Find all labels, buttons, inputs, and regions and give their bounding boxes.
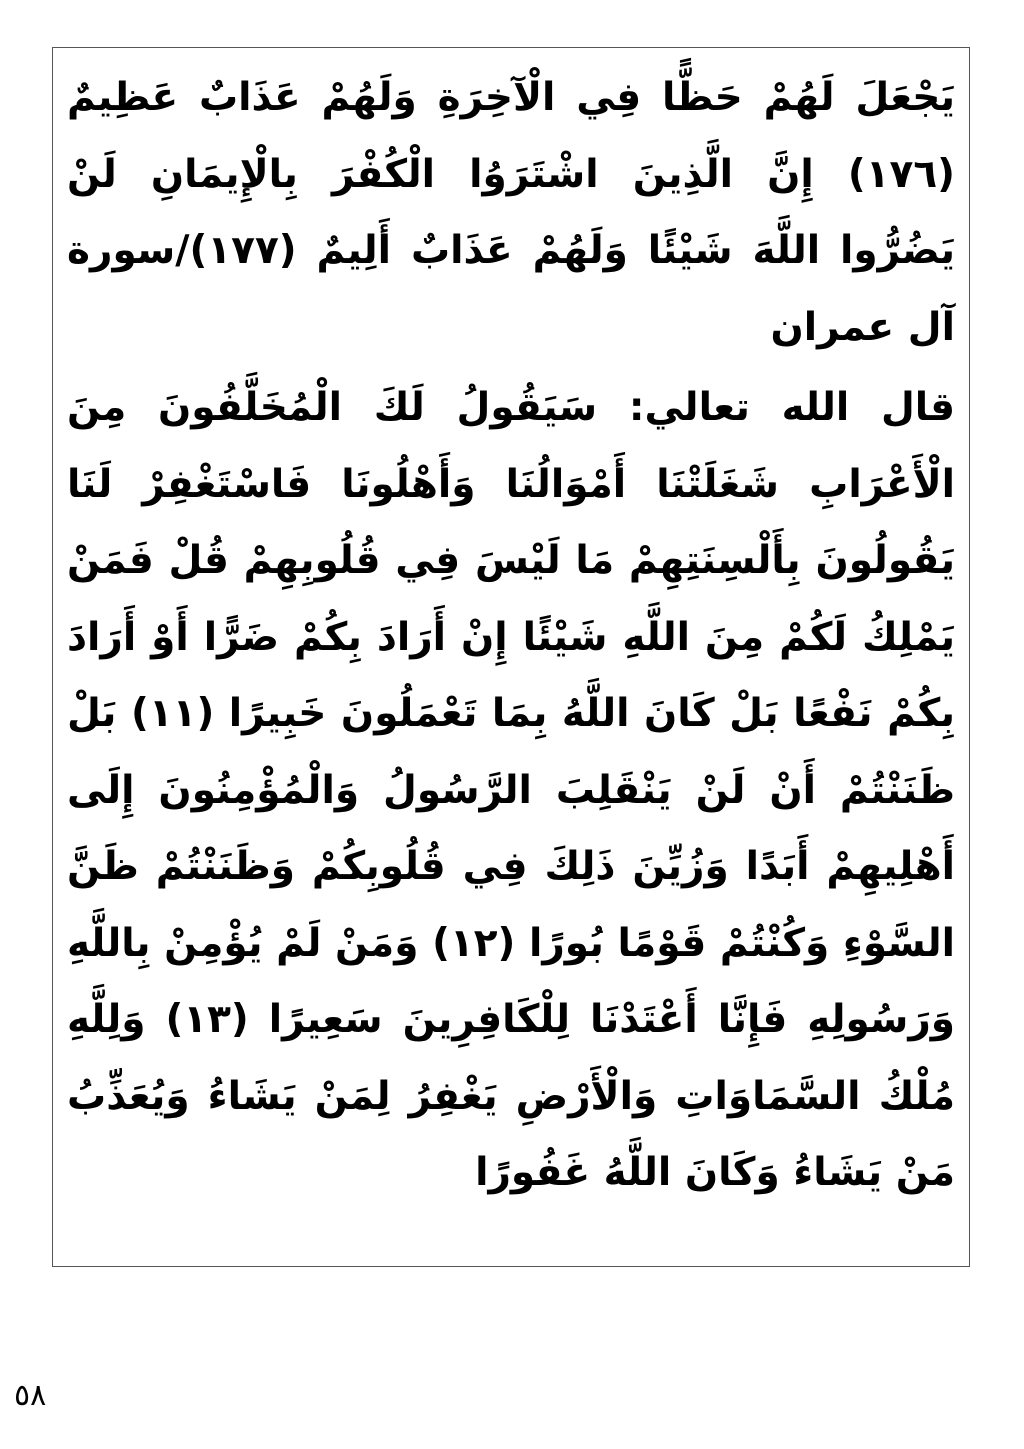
paragraph-surah-al-imran-ending: يَجْعَلَ لَهُمْ حَظًّا فِي الْآخِرَةِ وَلَهُمْ عَذَابٌ عَظِيمٌ (١٧٦) إِنَّ الَّذِينَ اشْتَرَوُا الْكُفْرَ بِالْإِيمَانِ لَنْ يَضُرُّوا اللَّهَ شَيْئًا وَلَهُمْ عَذَابٌ أَلِيمٌ (١٧٧)/سورة آل عمران bbox=[67, 75, 955, 350]
page-number: ٥٨ bbox=[14, 1378, 47, 1413]
paragraph-surah-al-fath: قال الله تعالي: سَيَقُولُ لَكَ الْمُخَلَّفُونَ مِنَ الْأَعْرَابِ شَغَلَتْنَا أَمْوَالُنَا وَأَهْلُونَا فَاسْتَغْفِرْ لَنَا يَقُولُونَ بِأَلْسِنَتِهِمْ مَا لَيْسَ فِي قُلُوبِهِمْ قُلْ فَمَنْ يَمْلِكُ لَكُمْ مِنَ اللَّهِ شَيْئًا إِنْ أَرَادَ بِكُمْ ضَرًّا أَوْ أَرَادَ بِكُمْ نَفْعًا بَلْ كَانَ اللَّهُ بِمَا تَعْمَلُونَ خَبِيرًا (١١) بَلْ ظَنَنْتُمْ أَنْ لَنْ يَنْقَلِبَ الرَّسُولُ وَالْمُؤْمِنُونَ إِلَى أَهْلِيهِمْ أَبَدًا وَزُيِّنَ ذَلِكَ فِي قُلُوبِكُمْ وَظَنَنْتُمْ ظَنَّ السَّوْءِ وَكُنْتُمْ قَوْمًا بُورًا (١٢) وَمَنْ لَمْ يُؤْمِنْ بِاللَّهِ وَرَسُولِهِ فَإِنَّا أَعْتَدْنَا لِلْكَافِرِينَ سَعِيرًا (١٣) وَلِلَّهِ مُلْكُ السَّمَاوَاتِ وَالْأَرْضِ يَغْفِرُ لِمَنْ يَشَاءُ وَيُعَذِّبُ مَنْ يَشَاءُ وَكَانَ اللَّهُ غَفُورًا bbox=[67, 385, 956, 1195]
text-frame bbox=[52, 47, 970, 1267]
